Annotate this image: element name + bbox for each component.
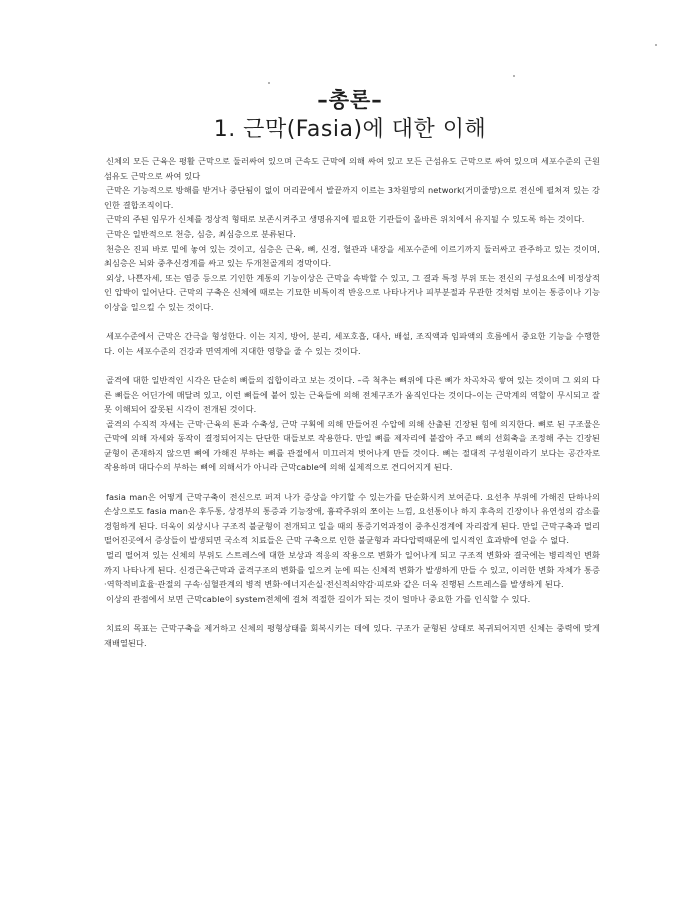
- paragraph: 근막은 일반적으로 천층, 심층, 최심층으로 분류된다.: [106, 228, 296, 239]
- paragraph: 멀리 떨어져 있는 신체의 부위도 스트레스에 대한 보상과 적응의 작용으로 변화가 일어나게 되고 구조적 변화와 결국에는 병리적인 변화까지 나타나게 된다. 신경근육근막과 골격구조의 변화를 일으켜 눈에 띄는 신체적 변화가 발생하게 만들 수 있고, 이러한 변화 자체가 통증·역학적비효율·관절의 구속·심혈관계의 병적 변화·에너지손실·전신적쇠약감·피로와 같은 더욱 진행된 스트레스를 발생하게 된다.: [104, 550, 600, 590]
- paragraph: fasia man은 어떻게 근막구축이 전신으로 퍼져 나가 증상을 야기할 수 있는가를 단순화시켜 보여준다. 요선추 부위에 가해진 단하나의 손상으로도 fasia man은 후두통, 상경부의 통증과 기능장애, 흉곽주위의 쪼이는 느낌, 요선통이나 하지 후측의 긴장이나 유연성의 감소를 경험하게 된다. 더욱이 외상시나 구조적 불균형이 전개되고 일을 때의 통증기억과정이 중추신경계에 자리잡게 된다. 만일 근막구축과 멀리 떨어진곳에서 증상들이 발생되면 국소적 치료들은 근막 구축으로 인한 불균형과 과다압력때문에 일시적인 효과밖에 얻을 수 없다.: [104, 491, 600, 546]
- scan-speck: [513, 75, 515, 77]
- paragraph: 외상, 나쁜자세, 또는 염증 등으로 기인한 계통의 기능이상은 근막을 속박할 수 있고, 그 결과 특정 부위 또는 전신의 구성요소에 비정상적인 압박이 일어난다. 근막의 구축은 신체에 때로는 기묘한 비특이적 반응으로 나타나거나 피부분절과 무관한 것처럼 보이는 통증이나 기능이상을 일으킬 수 있는 것이다.: [104, 272, 600, 312]
- scan-speck: [655, 44, 657, 46]
- paragraph: 골격의 수직적 자세는 근막·근육의 톤과 수축성, 근막 구획에 의해 만들어진 수압에 의해 산출된 긴장된 힘에 의지한다. 뼈로 된 구조물은 근막에 의해 자세와 동작이 결정되어지는 단단한 대들보로 작용한다. 만일 뼈를 제자리에 붙잡아 주고 뼈의 선회축을 조정해 주는 긴장된 균형이 존재하지 않으면 뼈에 가해진 부하는 뼈를 관절에서 미끄러져 벗어나게 만들 것이다. 뼈는 절대적 구성원이라기 보다는 공간자로 작용하며 대다수의 부하는 뼈에 의해서가 아니라 근막cable에 의해 실제적으로 견디어지게 된다.: [104, 418, 600, 473]
- body-text: [104, 154, 600, 650]
- paragraph: 근막은 기능적으로 방해를 받거나 중단됨이 없이 머리끝에서 발끝까지 이르는 3차원망의 network(거미줄망)으로 전신에 펼쳐져 있는 강인한 결합조직이다.: [104, 185, 600, 210]
- paragraph: 골격에 대한 일반적인 시각은 단순히 뼈들의 집합이라고 보는 것이다. –즉 척추는 뼈위에 다른 뼈가 차곡차곡 쌓여 있는 것이며 그 외의 다른 뼈들은 어딘가에 매달려 있고, 이런 뼈들에 붙어 있는 근육들에 의해 전체구조가 움직인다는 것이다–이는 근막계의 역할이 무시되고 잘못 이해되어 잘못된 시각이 전개된 것이다.: [104, 374, 600, 415]
- paragraph: 신체의 모든 근육은 평활 근막으로 둘러싸여 있으며 근속도 근막에 의해 싸여 있고 모든 근섬유도 근막으로 싸여 있으며 세포수준의 근원섬유도 근막으로 싸여 있다: [104, 156, 600, 181]
- paragraph: 천층은 진피 바로 밑에 놓여 있는 것이고, 심층은 근육, 뼈, 신경, 혈관과 내장을 세포수준에 이르기까지 둘러싸고 관주하고 있는 것이며, 최심층은 뇌와 중추신경계를 싸고 있는 두개천골계의 경막이다.: [104, 243, 600, 269]
- scan-speck: [268, 82, 270, 84]
- section-heading: –총론–: [317, 88, 383, 112]
- paragraph: 근막의 주된 임무가 신체를 정상적 형태로 보존시켜주고 생명유지에 필요한 기관들이 올바른 위치에서 유지될 수 있도록 하는 것이다.: [106, 214, 585, 225]
- chapter-title: 1. 근막(Fasia)에 대한 이해: [213, 117, 487, 142]
- paragraph: 이상의 관점에서 보면 근막cable이 system전체에 걸쳐 적절한 길이가 되는 것이 얼마나 중요한 가를 인식할 수 있다.: [106, 593, 531, 604]
- paragraph: 세포수준에서 근막은 간극을 형성한다. 이는 지지, 방어, 분리, 세포호흡, 대사, 배설, 조직액과 임파액의 흐름에서 중요한 기능을 수행한다. 이는 세포수준의 건강과 면역계에 지대한 영향을 줄 수 있는 것이다.: [104, 331, 600, 356]
- paragraph: 치료의 목표는 근막구축을 제거하고 신체의 평형상태를 회복시키는 데에 있다. 구조가 균형된 상태로 복귀되어지면 신체는 중력에 맞게 재배열된다.: [104, 623, 600, 648]
